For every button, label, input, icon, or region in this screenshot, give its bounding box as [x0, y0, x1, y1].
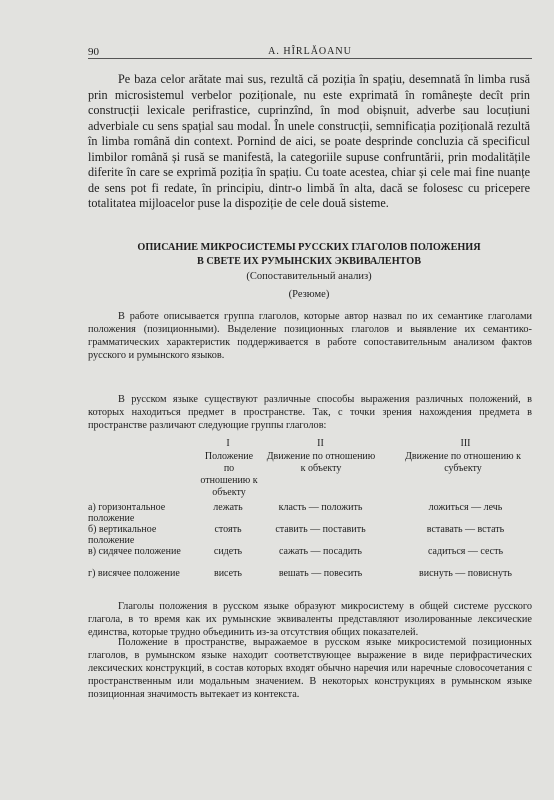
column-number: II	[317, 438, 324, 449]
page-number: 90	[88, 46, 99, 58]
column-number: III	[460, 438, 471, 449]
table-cell: сажать — посадить	[279, 546, 362, 557]
table-cell: висеть	[213, 568, 242, 579]
row-label: г) висячее положение	[88, 568, 180, 579]
table-cell: ставить — поставить	[275, 524, 366, 535]
table-cell: сидеть	[213, 546, 243, 557]
summary-paragraph-4: Положение в пространстве, выражаемое в русском языке микросистемой позиционных глаголов, в румынском языке находит соответствующее выражение в виде перифрастических лексических конструкций, в состав которых входят обычно наречия или наречные словосочетания с пространственным или модальным значением. В некоторых конструкциях в румынском языке позиционная значимость вытекает из контекста.	[88, 637, 532, 700]
summary-title-line-2: В СВЕТЕ ИХ РУМЫНСКИХ ЭКВИВАЛЕНТОВ	[196, 256, 422, 267]
table-cell: виснуть — повиснуть	[419, 568, 512, 579]
table-cell: вставать — встать	[426, 524, 505, 535]
summary-paragraph-2: В русском языке существуют различные способы выражения различных положений, в которых находиться предмет в пространстве. Так, с точки зрения нахождения предмета в пространстве различают следующие группы глаголов:	[88, 394, 532, 431]
summary-title-line-1: ОПИСАНИЕ МИКРОСИСТЕМЫ РУССКИХ ГЛАГОЛОВ ПОЛОЖЕНИЯ	[137, 242, 481, 253]
header-rule	[88, 58, 532, 59]
table-cell: вешать — повесить	[278, 568, 363, 579]
romanian-paragraph: Pe baza celor arătate mai sus, rezultă că poziția în spațiu, desemnată în limba rusă prin microsistemul verbelor poziționale, nu este exprimată în românește decît prin construcții lexicale perifrastice, cuprinzînd, în mod obișnuit, adverbe sau locuțiuni adverbiale cu sens spațial sau modal. În unele construcții, semnificația pozițională rezultă în limba română din context. Pornind de aici, se poate desprinde concluzia că specificul limbilor română și rusă se manifestă, la categoriile supuse confruntării, prin modalitățile diferite în care se exprimă poziția în spațiu. Cu toate acestea, chiar și cele mai fine nuanțe de sens pot fi redate, în principiu, dintr-o limbă în alta, dacă se folosesc cu pricepere totalitatea mijloacelor puse la dispoziție de cele două sisteme.	[88, 72, 530, 210]
column-header: Движение по отношению к субъекту	[405, 451, 521, 474]
summary-paragraph-3: Глаголы положения в русском языке образуют микросистему в общей системе русского глагола, в то время как их румынские эквиваленты представляют изолированные лексические единства, которые трудно объединить из-за отсутствия общих показателей.	[88, 601, 532, 638]
row-label: а) горизонтальное положение	[88, 502, 166, 524]
table-cell: садиться — сесть	[427, 546, 504, 557]
table-cell: ложиться — лечь	[428, 502, 503, 513]
row-label: б) вертикальное положение	[88, 524, 157, 546]
resume-label: (Резюме)	[288, 289, 330, 300]
summary-paragraph-1: В работе описывается группа глаголов, которые автор назвал по их семантике глаголами положения (позиционными). Выделение позиционных глаголов и выявление их семантико-грамматических характеристик поддерживается в работе сопоставительным анализом фактов русского и румынского языков.	[88, 311, 532, 361]
running-head: A. HÎRLĂOANU	[268, 46, 352, 57]
column-header: Движение по отношению к объекту	[266, 451, 376, 474]
row-label: в) сидячее положение	[88, 546, 181, 557]
summary-subtitle: (Сопоставительный анализ)	[246, 271, 372, 282]
column-number: I	[226, 438, 230, 449]
table-cell: класть — положить	[278, 502, 363, 513]
summary-title	[88, 241, 530, 269]
table-cell: лежать	[213, 502, 243, 513]
table-cell: стоять	[214, 524, 242, 535]
column-header: Положение по отношению к объекту	[200, 451, 258, 498]
